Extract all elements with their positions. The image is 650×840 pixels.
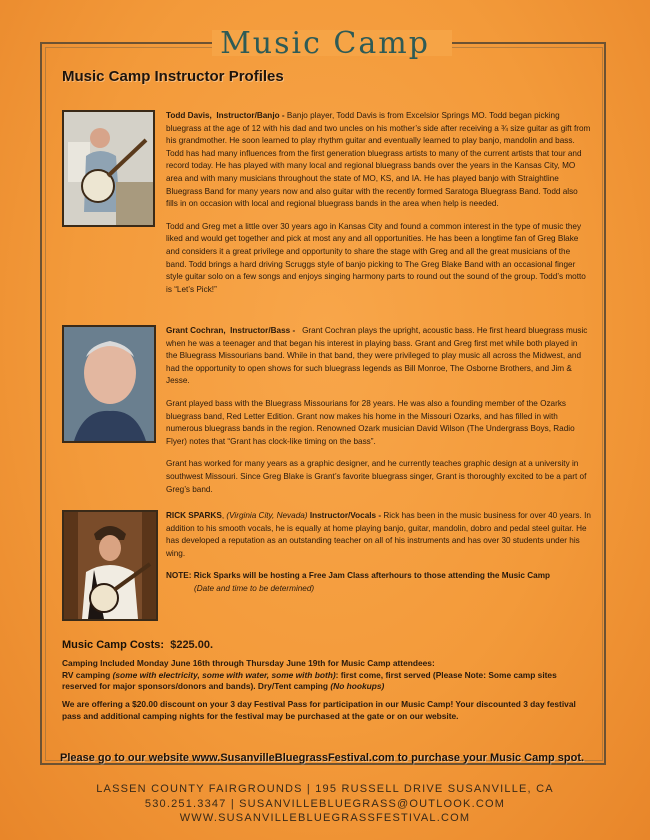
rick-sparks-para1: RICK SPARKS, (Virginia City, Nevada) Instructor/Vocals - Rick has been in the music business for over 40 years. In addition to his smooth vocals, he is equally at home playing banjo, guitar, mandolin, dobro and pedal steel guitar. He has developed a reputation as an outstanding teacher on all of his instruments and has over 30 students under his wing. — [166, 511, 591, 558]
costs-heading — [62, 640, 592, 652]
grant-cochran-para1: Grant Cochran, Instructor/Bass - Grant Cochran plays the upright, acoustic bass. He first heard bluegrass music when he was a teenager and that began his interest in playing bass. Grant and Greg first met while both played in the Bluegrass Missourians band. While in that band, they were privileged to play music all across the Midwest, and had the opportunity to open shows for such bluegrass legends as Bill Monroe, The Osborne Brothers, and Jim & Jesse. — [166, 326, 588, 386]
costs-discount: We are offering a $20.00 discount on your 3 day Festival Pass for participation in our Music Camp! Your discounted 3 day festival pass and additional camping nights for the festival may be purchased at the gate or on our website. — [62, 699, 576, 721]
rick-sparks-note-date: (Date and time to be determined) — [194, 583, 315, 593]
grant-cochran-bio — [166, 325, 591, 506]
rick-sparks-note — [166, 570, 591, 595]
costs-label: Music Camp Costs: — [62, 639, 165, 651]
footer-address: LASSEN COUNTY FAIRGROUNDS | 195 RUSSELL DRIVE SUSANVILLE, CA — [96, 783, 554, 795]
grant-cochran-role: Instructor/Bass — [230, 326, 291, 335]
costs-rv-line — [62, 670, 592, 694]
page-title: Music Camp — [220, 26, 430, 61]
rick-sparks-bio — [166, 510, 591, 606]
rv-italic: (some with electricity, some with water, some with both) — [112, 669, 336, 680]
grant-cochran-name: Grant Cochran — [166, 326, 224, 335]
portrait-figure-icon — [64, 327, 154, 441]
banjo-player-figure-icon — [64, 512, 156, 619]
todd-davis-para1: Todd Davis, Instructor/Banjo - Banjo player, Todd Davis is from Excelsior Springs MO. Todd began picking bluegrass at the age of 12 with his dad and two uncles on his mother’s side after receiving a ¾ size guitar as gift from his grandmother. He soon learned to play rhythm guitar and eventually learned to play banjo, mandolin and bass. Todd has had many influences from the first generation bluegrass artists to many of the current artists that tour and record today. He has played with many local and regional bluegrass bands over the years in the Kansas City, MO area and with many musicians throughout the state of MO, KS, and IA. He has played banjo with Straightline Bluegrass Band for many years now and also guitar with the recently formed Saratoga Bluegrass Band. Todd also fills in on occasion with local and regional bluegrass bands in the area when help is needed. — [166, 111, 591, 209]
dry-italic: (No hookups) — [330, 681, 385, 692]
rick-sparks-text1: Rick has been in the music business for over 40 years. In addition to his smooth vocals, he is equally at home playing banjo, guitar, mandolin, dobro and pedal steel guitar. He has developed a reputation as an outstanding teacher on all of his instruments and has over 30 students under his wing. — [166, 511, 591, 558]
website-cta: Please go to our website www.SusanvilleBluegrassFestival.com to purchase your Music Camp spot. — [60, 752, 585, 764]
todd-davis-bio — [166, 110, 591, 306]
rick-sparks-origin: (Virginia City, Nevada) — [226, 511, 308, 520]
rick-sparks-role: Instructor/Vocals — [309, 511, 377, 520]
rick-sparks-photo — [62, 510, 158, 621]
rick-sparks-name: RICK SPARKS — [166, 511, 222, 520]
rv-rest: : first come, first served (Please Note: Some camp sites reserved for major sponsors/donors and bands). Dry/Tent camping — [62, 669, 557, 692]
grant-cochran-para3: Grant has worked for many years as a graphic designer, and he currently teaches graphic design at a university in southwest Missouri. Since Greg Blake is Grant’s favorite bluegrass singer, Grant is thoroughly excited to be a part of Greg’s band. — [166, 459, 587, 494]
todd-davis-photo — [62, 110, 155, 227]
page-subtitle: Music Camp Instructor Profiles — [62, 68, 284, 85]
rick-sparks-note-text: NOTE: Rick Sparks will be hosting a Free Jam Class afterhours to those attending the Music Camp — [166, 571, 550, 581]
grant-cochran-para2: Grant played bass with the Bluegrass Missourians for 28 years. He was also a founding member of the Ozarks bluegrass band, Red Letter Edition. Grant now makes his home in the Missouri Ozarks, and has filled in with numerous bluegrass bands in the region. Renowned Ozark musician David Wilson (The Undergrass Boys, Radio Flyer) notes that “Grant has clock-like timing on the bass”. — [166, 398, 575, 446]
grant-cochran-text1: Grant Cochran plays the upright, acoustic bass. He first heard bluegrass music when he was a teenager and that began his interest in playing bass. Grant and Greg first met while both played in the Bluegrass Missourians band. While in that band, they were privileged to play music all across the Midwest, and had the opportunity to open shows for such bluegrass legends as Bill Monroe, The Osborne Brothers, and Jim & Jesse. — [166, 326, 588, 386]
todd-davis-name: Todd Davis — [166, 111, 210, 120]
rv-prefix: RV camping — [62, 669, 111, 680]
banjo-player-figure-icon — [64, 112, 153, 225]
footer-website: WWW.SUSANVILLEBLUEGRASSFESTIVAL.COM — [179, 812, 471, 824]
costs-price: $225.00. — [170, 639, 214, 651]
todd-davis-text1: Banjo player, Todd Davis is from Excelsior Springs MO. Todd began picking bluegrass at the age of 12 with his dad and two uncles on his mother’s side after receiving a ¾ size guitar as gift from his grandmother. He soon learned to play rhythm guitar and eventually learned to play banjo, mandolin and bass. Todd has had many influences from the first generation bluegrass artists to many of the current artists that tour and record today. He has played with many local and regional bluegrass bands over the years in the Kansas City, MO area and with many musicians throughout the state of MO, KS, and IA. He has played banjo with Straightline Bluegrass Band for many years now and also guitar with the recently formed Saratoga Bluegrass Band. Todd also fills in on occasion with local and regional bluegrass bands in the area when help is needed. — [166, 111, 591, 209]
todd-davis-role: Instructor/Banjo — [216, 111, 280, 120]
costs-camping-line: Camping Included Monday June 16th through Thursday June 19th for Music Camp attendees: — [62, 657, 435, 668]
music-camp-costs — [62, 640, 592, 729]
footer-contact: 530.251.3347 | SUSANVILLEBLUEGRASS@OUTLOOK.COM — [144, 797, 506, 810]
footer — [0, 782, 650, 826]
todd-davis-para2: Todd and Greg met a little over 30 years ago in Kansas City and found a common interest in the type of music they liked and would get together and pick at most any and all opportunities. He has been a longtime fan of Greg Blake and considers it a great privilege and opportunity to share the stage with Greg and all the great musicians of the band. Todd brings a hard driving Scruggs style of banjo picking to The Greg Blake Band with an occasional finger style guitar solo on a few songs and enjoys singing harmony parts to round out the sound of the group. Todd’s motto is “Let’s Pick!” — [166, 221, 586, 294]
grant-cochran-photo — [62, 325, 156, 443]
